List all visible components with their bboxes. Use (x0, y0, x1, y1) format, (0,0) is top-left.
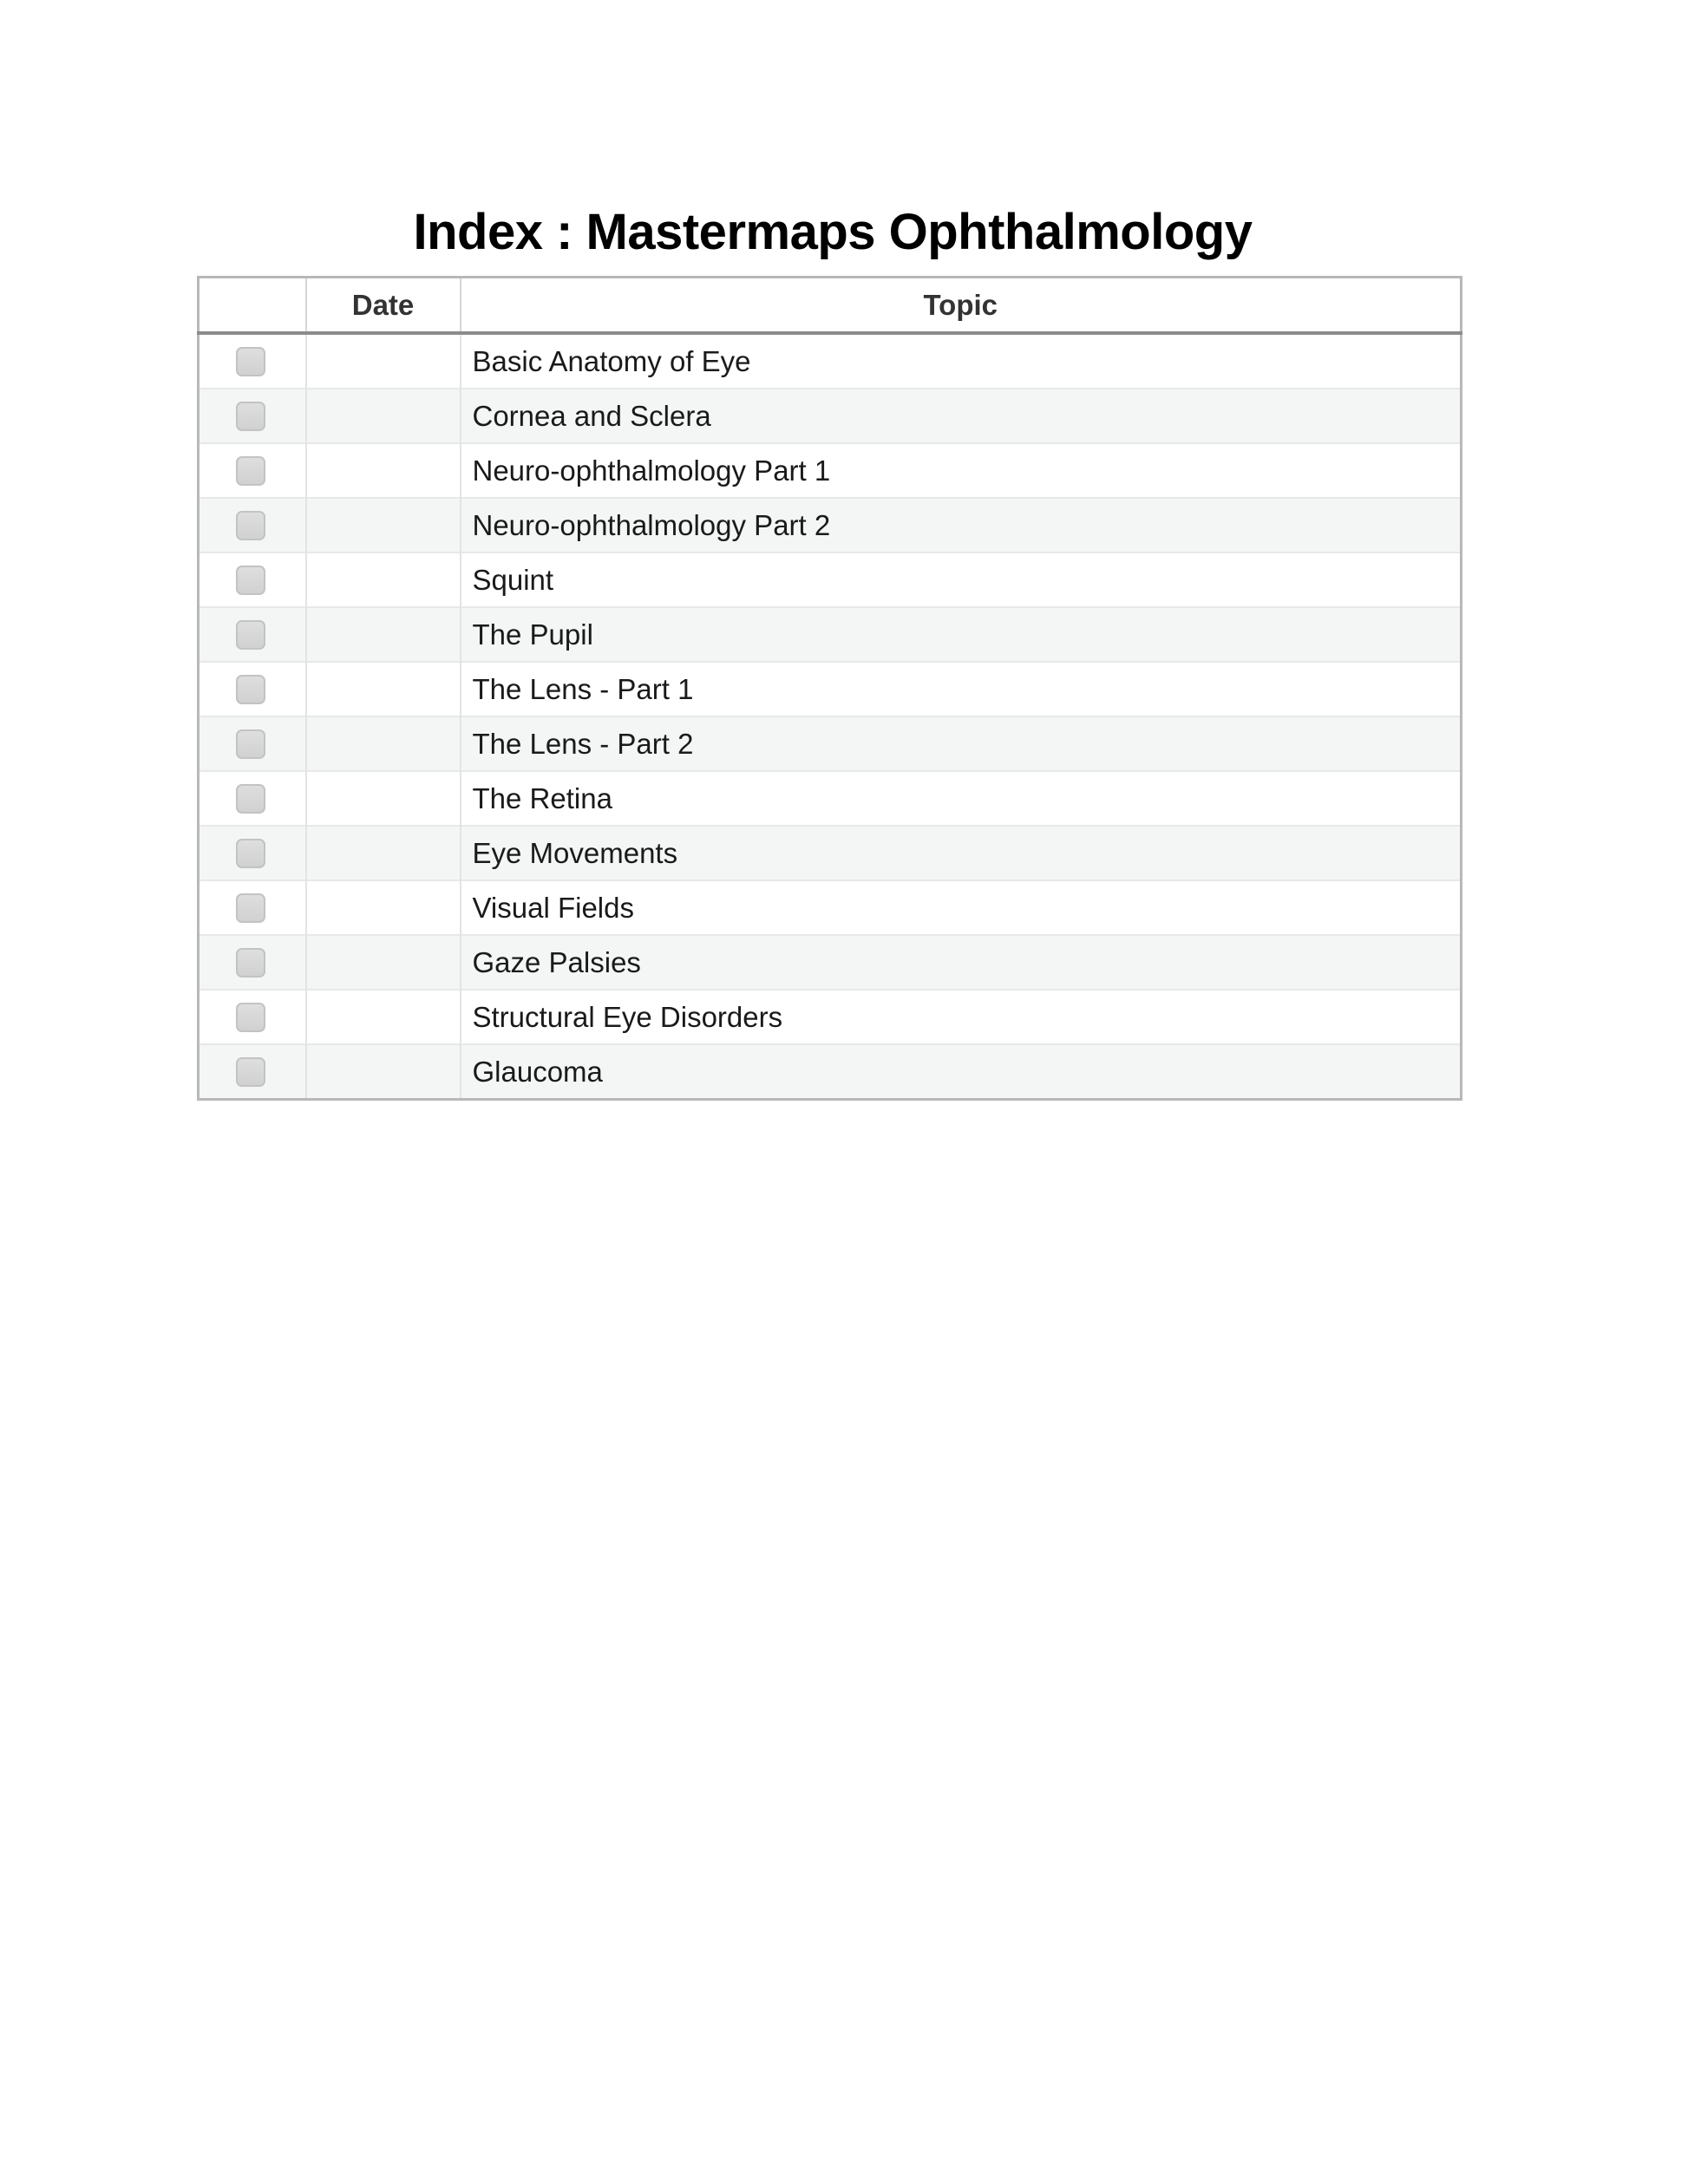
date-cell[interactable] (306, 826, 461, 880)
table-row (199, 443, 1462, 498)
completion-checkbox[interactable] (236, 1057, 265, 1087)
topic-cell: The Retina (461, 771, 1462, 826)
date-cell[interactable] (306, 716, 461, 771)
date-cell[interactable] (306, 389, 461, 443)
date-cell[interactable] (306, 880, 461, 935)
topic-cell: Gaze Palsies (461, 935, 1462, 990)
check-cell (199, 607, 306, 662)
check-cell (199, 553, 306, 607)
date-cell[interactable] (306, 662, 461, 716)
table-row (199, 935, 1462, 990)
table-row (199, 662, 1462, 716)
table-row (199, 880, 1462, 935)
table-row (199, 771, 1462, 826)
check-cell (199, 771, 306, 826)
index-table (197, 276, 1462, 1101)
date-cell[interactable] (306, 935, 461, 990)
completion-checkbox[interactable] (236, 1003, 265, 1032)
table-row (199, 826, 1462, 880)
topic-cell: The Lens - Part 2 (461, 716, 1462, 771)
date-cell[interactable] (306, 553, 461, 607)
check-cell (199, 990, 306, 1044)
topic-cell: Eye Movements (461, 826, 1462, 880)
table-row (199, 498, 1462, 553)
completion-checkbox[interactable] (236, 456, 265, 486)
topic-cell: Structural Eye Disorders (461, 990, 1462, 1044)
date-cell[interactable] (306, 443, 461, 498)
topic-cell: Cornea and Sclera (461, 389, 1462, 443)
topic-cell: Neuro-ophthalmology Part 2 (461, 498, 1462, 553)
check-cell (199, 333, 306, 389)
check-cell (199, 716, 306, 771)
header-check (199, 278, 306, 334)
topic-cell: Visual Fields (461, 880, 1462, 935)
date-cell[interactable] (306, 771, 461, 826)
check-cell (199, 826, 306, 880)
completion-checkbox[interactable] (236, 729, 265, 759)
completion-checkbox[interactable] (236, 839, 265, 868)
topic-cell: Squint (461, 553, 1462, 607)
completion-checkbox[interactable] (236, 402, 265, 431)
completion-checkbox[interactable] (236, 893, 265, 923)
check-cell (199, 1044, 306, 1100)
table-row (199, 990, 1462, 1044)
topic-cell: The Lens - Part 1 (461, 662, 1462, 716)
date-cell[interactable] (306, 1044, 461, 1100)
date-cell[interactable] (306, 607, 461, 662)
table-row (199, 389, 1462, 443)
topic-cell: Glaucoma (461, 1044, 1462, 1100)
completion-checkbox[interactable] (236, 948, 265, 978)
date-cell[interactable] (306, 333, 461, 389)
completion-checkbox[interactable] (236, 620, 265, 650)
completion-checkbox[interactable] (236, 675, 265, 704)
check-cell (199, 498, 306, 553)
completion-checkbox[interactable] (236, 347, 265, 376)
page-title: Index : Mastermaps Ophthalmology (413, 204, 1253, 260)
check-cell (199, 389, 306, 443)
header-topic: Topic (461, 278, 1462, 334)
completion-checkbox[interactable] (236, 566, 265, 595)
completion-checkbox[interactable] (236, 784, 265, 814)
table-row (199, 1044, 1462, 1100)
table-row (199, 607, 1462, 662)
header-date: Date (306, 278, 461, 334)
check-cell (199, 935, 306, 990)
completion-checkbox[interactable] (236, 511, 265, 540)
table-header-row (199, 278, 1462, 334)
date-cell[interactable] (306, 990, 461, 1044)
check-cell (199, 880, 306, 935)
topic-cell: Neuro-ophthalmology Part 1 (461, 443, 1462, 498)
check-cell (199, 662, 306, 716)
table-row (199, 716, 1462, 771)
table-row (199, 333, 1462, 389)
date-cell[interactable] (306, 498, 461, 553)
topic-cell: The Pupil (461, 607, 1462, 662)
topic-cell: Basic Anatomy of Eye (461, 333, 1462, 389)
check-cell (199, 443, 306, 498)
table-row (199, 553, 1462, 607)
